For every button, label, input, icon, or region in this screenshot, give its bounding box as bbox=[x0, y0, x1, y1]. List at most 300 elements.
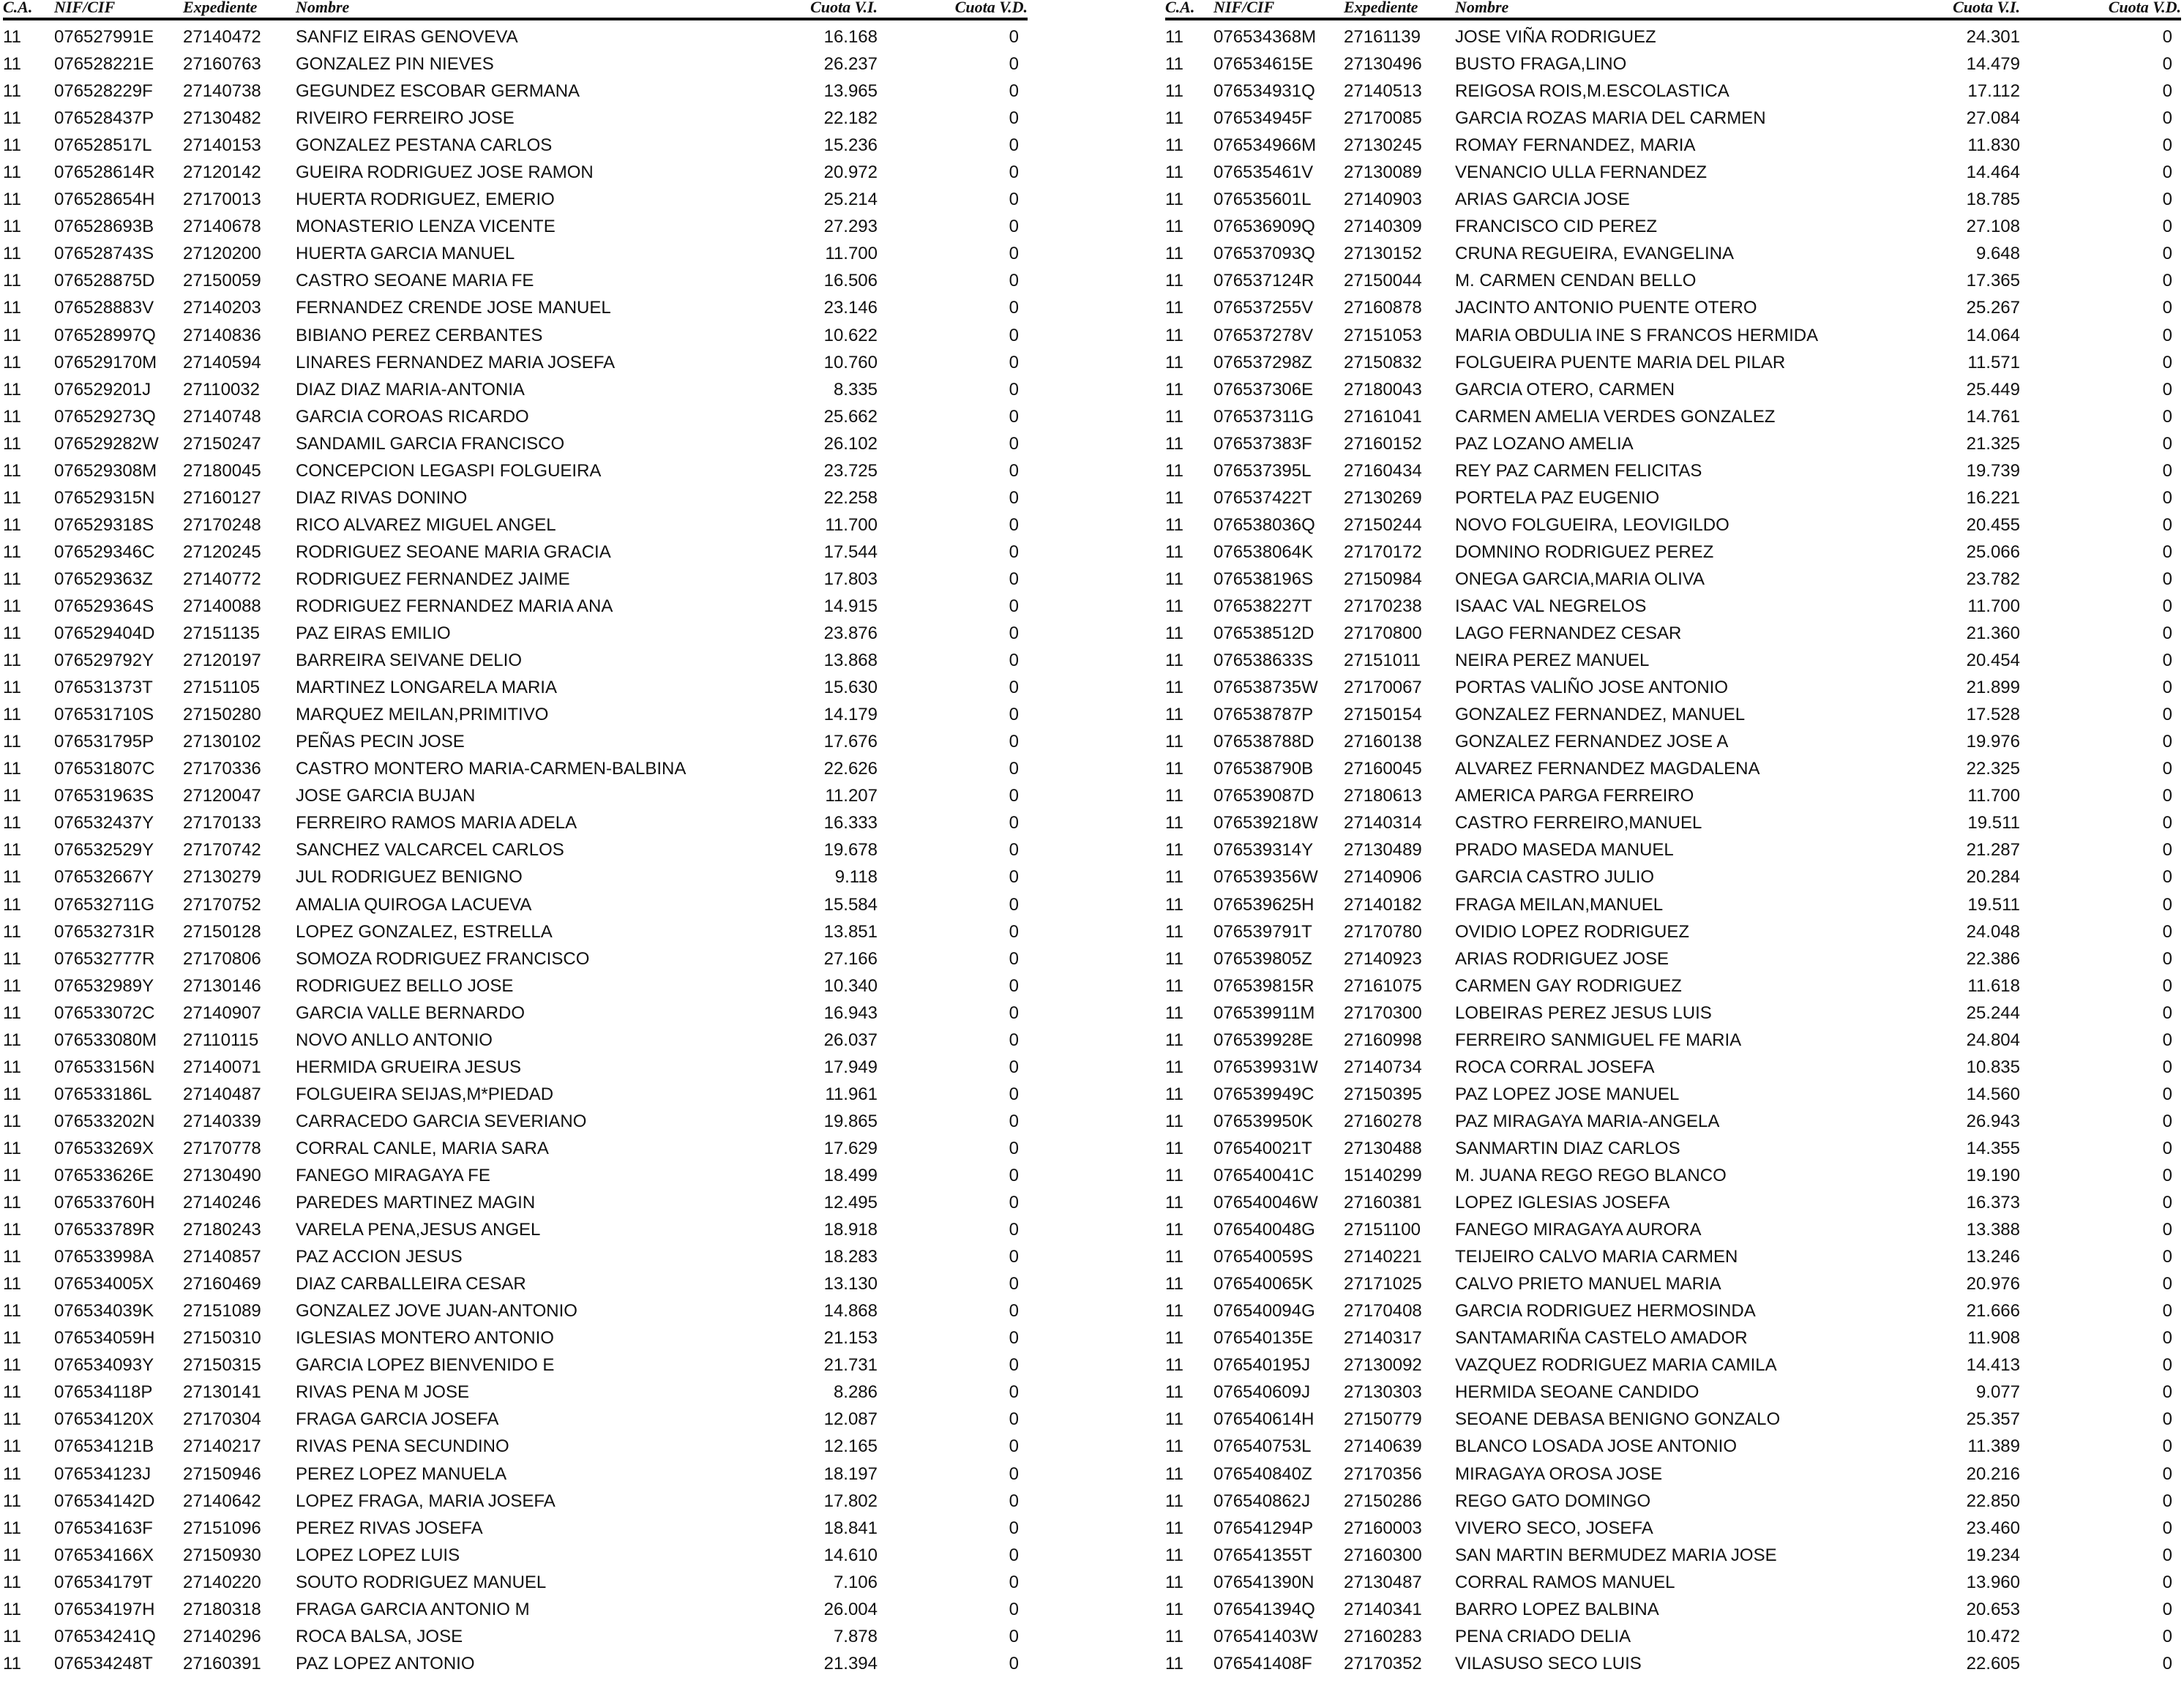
nif-cell: 076539087D bbox=[1213, 786, 1314, 806]
expediente-cell: 27140088 bbox=[183, 596, 261, 616]
cuota-vi-cell: 11.389 bbox=[1967, 1436, 2020, 1457]
expediente-cell: 15140299 bbox=[1344, 1165, 1422, 1185]
cuota-vi-cell: 11.618 bbox=[1967, 975, 2020, 996]
expediente-cell: 27151135 bbox=[183, 623, 260, 644]
nombre-cell: RIVAS PENA SECUNDINO bbox=[296, 1436, 509, 1457]
expediente-cell: 27140738 bbox=[183, 81, 261, 102]
nombre-cell: LINARES FERNANDEZ MARIA JOSEFA bbox=[296, 352, 616, 372]
ca-cell: 11 bbox=[1165, 1193, 1183, 1213]
ca-cell: 11 bbox=[1165, 678, 1183, 698]
expediente-cell: 27140772 bbox=[183, 569, 261, 589]
expediente-cell: 27180045 bbox=[183, 460, 261, 481]
cuota-vd-cell: 0 bbox=[2162, 678, 2172, 698]
cuota-vi-cell: 11.700 bbox=[1967, 596, 2020, 616]
cuota-vd-cell: 0 bbox=[1009, 1301, 1019, 1322]
expediente-cell: 27130490 bbox=[183, 1165, 261, 1185]
nombre-cell: SAN MARTIN BERMUDEZ MARIA JOSE bbox=[1455, 1545, 1777, 1565]
nif-cell: 076529404D bbox=[54, 623, 155, 644]
cuota-vd-cell: 0 bbox=[2162, 1653, 2172, 1673]
cuota-vd-cell: 0 bbox=[1009, 759, 1019, 779]
cuota-vd-cell: 0 bbox=[2162, 1626, 2172, 1646]
ca-cell: 11 bbox=[3, 406, 21, 427]
cuota-vi-cell: 12.087 bbox=[823, 1409, 878, 1430]
table-row bbox=[1165, 132, 2181, 159]
cuota-vd-cell: 0 bbox=[1009, 1057, 1019, 1077]
nombre-cell: SANMARTIN DIAZ CARLOS bbox=[1455, 1138, 1680, 1158]
nif-cell: 076533080M bbox=[54, 1030, 157, 1050]
table-row bbox=[3, 1379, 1028, 1406]
cuota-vd-cell: 0 bbox=[1009, 298, 1019, 318]
cuota-vi-cell: 17.803 bbox=[823, 569, 878, 589]
nombre-cell: PAZ LOPEZ ANTONIO bbox=[296, 1653, 475, 1673]
nif-cell: 076539805Z bbox=[1213, 948, 1312, 969]
nombre-cell: PORTAS VALIÑO JOSE ANTONIO bbox=[1455, 678, 1728, 698]
expediente-cell: 27130482 bbox=[183, 108, 261, 129]
nombre-cell: LOPEZ IGLESIAS JOSEFA bbox=[1455, 1193, 1670, 1213]
expediente-cell: 27150315 bbox=[183, 1355, 261, 1376]
cuota-vi-cell: 11.700 bbox=[825, 514, 878, 535]
nombre-cell: HERMIDA SEOANE CANDIDO bbox=[1455, 1382, 1699, 1403]
nif-cell: 076538788D bbox=[1213, 732, 1314, 752]
table-row bbox=[1165, 1569, 2181, 1596]
expediente-cell: 27150059 bbox=[183, 271, 261, 291]
nombre-cell: GONZALEZ JOVE JUAN-ANTONIO bbox=[296, 1301, 577, 1322]
nif-cell: 076537278V bbox=[1213, 325, 1314, 345]
nif-cell: 076538633S bbox=[1213, 651, 1314, 671]
expediente-cell: 27180318 bbox=[183, 1599, 261, 1619]
nombre-cell: FRANCISCO CID PEREZ bbox=[1455, 217, 1658, 237]
table-row bbox=[3, 1406, 1028, 1433]
nif-cell: 076540065K bbox=[1213, 1274, 1314, 1294]
ca-cell: 11 bbox=[3, 1463, 21, 1484]
ca-cell: 11 bbox=[1165, 298, 1183, 318]
expediente-cell: 27151100 bbox=[1344, 1220, 1421, 1240]
expediente-cell: 27151105 bbox=[183, 678, 260, 698]
cuota-vi-cell: 17.629 bbox=[823, 1138, 878, 1158]
expediente-cell: 27160391 bbox=[183, 1653, 261, 1673]
nif-cell: 076531373T bbox=[54, 678, 153, 698]
table-row bbox=[3, 403, 1028, 430]
ca-cell: 11 bbox=[3, 948, 21, 969]
cuota-vi-cell: 19.190 bbox=[1966, 1165, 2020, 1185]
expediente-cell: 27150286 bbox=[1344, 1491, 1422, 1511]
cuota-vi-cell: 13.960 bbox=[1966, 1572, 2020, 1592]
ca-cell: 11 bbox=[3, 921, 21, 942]
nif-cell: 076535461V bbox=[1213, 162, 1314, 183]
cuota-vd-cell: 0 bbox=[2162, 1057, 2172, 1077]
ca-cell: 11 bbox=[1165, 1436, 1183, 1457]
table-row bbox=[3, 349, 1028, 376]
cuota-vd-cell: 0 bbox=[2162, 406, 2172, 427]
nombre-cell: CRUNA REGUEIRA, EVANGELINA bbox=[1455, 244, 1734, 264]
cuota-vi-cell: 25.662 bbox=[823, 406, 878, 427]
ca-cell: 11 bbox=[1165, 1572, 1183, 1592]
cuota-vd-cell: 0 bbox=[1009, 135, 1019, 156]
table-row bbox=[1165, 1352, 2181, 1379]
cuota-vi-cell: 21.394 bbox=[823, 1653, 878, 1673]
ca-cell: 11 bbox=[3, 975, 21, 996]
cuota-vi-cell: 16.373 bbox=[1966, 1193, 2020, 1213]
nombre-cell: SANCHEZ VALCARCEL CARLOS bbox=[296, 840, 564, 861]
nif-cell: 076538036Q bbox=[1213, 514, 1315, 535]
expediente-cell: 27160152 bbox=[1344, 433, 1422, 454]
table-row bbox=[1165, 566, 2181, 593]
nif-cell: 076539815R bbox=[1213, 975, 1314, 996]
cuota-vi-cell: 22.850 bbox=[1966, 1491, 2020, 1511]
ca-cell: 11 bbox=[3, 1057, 21, 1077]
cuota-vi-cell: 14.413 bbox=[1966, 1355, 2020, 1376]
ca-cell: 11 bbox=[1165, 1355, 1183, 1376]
table-row bbox=[1165, 1189, 2181, 1216]
table-row bbox=[1165, 50, 2181, 78]
cuota-vd-cell: 0 bbox=[2162, 1491, 2172, 1511]
ca-cell: 11 bbox=[1165, 1274, 1183, 1294]
nif-cell: 076540021T bbox=[1213, 1138, 1312, 1158]
nombre-cell: GARCIA LOPEZ BIENVENIDO E bbox=[296, 1355, 555, 1376]
table-row bbox=[3, 972, 1028, 1000]
col-cuota-vi-header: Cuota V.I. bbox=[1953, 0, 2020, 16]
expediente-cell: 27170172 bbox=[1344, 541, 1422, 562]
nif-cell: 076533186L bbox=[54, 1084, 152, 1104]
ca-cell: 11 bbox=[1165, 1599, 1183, 1619]
table-row bbox=[1165, 918, 2181, 945]
table-row bbox=[3, 1135, 1028, 1162]
ca-cell: 11 bbox=[1165, 840, 1183, 861]
nombre-cell: NEIRA PEREZ MANUEL bbox=[1455, 651, 1650, 671]
nif-cell: 076538512D bbox=[1213, 623, 1314, 644]
nombre-cell: PEÑAS PECIN JOSE bbox=[296, 732, 465, 752]
nif-cell: 076534059H bbox=[54, 1328, 155, 1349]
table-row bbox=[3, 1542, 1028, 1569]
ca-cell: 11 bbox=[1165, 705, 1183, 725]
expediente-cell: 27130092 bbox=[1344, 1355, 1422, 1376]
cuota-vi-cell: 25.357 bbox=[1966, 1409, 2020, 1430]
ca-cell: 11 bbox=[1165, 190, 1183, 210]
nif-cell: 076528743S bbox=[54, 244, 154, 264]
nombre-cell: ROCA CORRAL JOSEFA bbox=[1455, 1057, 1655, 1077]
cuota-vi-cell: 15.236 bbox=[823, 135, 878, 156]
table-row bbox=[3, 105, 1028, 132]
table-row bbox=[3, 755, 1028, 782]
nombre-cell: VILASUSO SECO LUIS bbox=[1455, 1653, 1642, 1673]
table-row bbox=[1165, 1054, 2181, 1081]
expediente-cell: 27120197 bbox=[183, 651, 261, 671]
nif-cell: 076533998A bbox=[54, 1247, 154, 1267]
nif-cell: 076531710S bbox=[54, 705, 154, 725]
nif-cell: 076529273Q bbox=[54, 406, 156, 427]
nombre-cell: FRAGA MEILAN,MANUEL bbox=[1455, 894, 1664, 915]
cuota-vi-cell: 25.214 bbox=[823, 190, 878, 210]
table-row bbox=[3, 78, 1028, 105]
cuota-vi-cell: 13.246 bbox=[1966, 1247, 2020, 1267]
cuota-vi-cell: 26.037 bbox=[823, 1030, 878, 1050]
expediente-cell: 27140317 bbox=[1344, 1328, 1422, 1349]
table-row bbox=[1165, 1596, 2181, 1623]
ca-cell: 11 bbox=[3, 1355, 21, 1376]
cuota-vi-cell: 10.760 bbox=[823, 352, 878, 372]
nif-cell: 076539950K bbox=[1213, 1111, 1314, 1131]
ca-cell: 11 bbox=[1165, 623, 1183, 644]
nombre-cell: VAZQUEZ RODRIGUEZ MARIA CAMILA bbox=[1455, 1355, 1777, 1376]
expediente-cell: 27180613 bbox=[1344, 786, 1422, 806]
nif-cell: 076541390N bbox=[1213, 1572, 1314, 1592]
cuota-vd-cell: 0 bbox=[2162, 325, 2172, 345]
expediente-cell: 27160469 bbox=[183, 1274, 261, 1294]
cuota-vi-cell: 22.325 bbox=[1966, 759, 2020, 779]
ca-cell: 11 bbox=[1165, 541, 1183, 562]
nombre-cell: CORRAL RAMOS MANUEL bbox=[1455, 1572, 1675, 1592]
nif-cell: 076540048G bbox=[1213, 1220, 1315, 1240]
ca-cell: 11 bbox=[3, 867, 21, 888]
cuota-vd-cell: 0 bbox=[2162, 1193, 2172, 1213]
nombre-cell: PAZ EIRAS EMILIO bbox=[296, 623, 451, 644]
cuota-vd-cell: 0 bbox=[1009, 379, 1019, 400]
cuota-vd-cell: 0 bbox=[2162, 1328, 2172, 1349]
ca-cell: 11 bbox=[3, 81, 21, 102]
cuota-vi-cell: 19.678 bbox=[823, 840, 878, 861]
nombre-cell: MARTINEZ LONGARELA MARIA bbox=[296, 678, 557, 698]
table-row bbox=[1165, 19, 2181, 50]
cuota-vd-cell: 0 bbox=[2162, 81, 2172, 102]
table-row bbox=[1165, 1162, 2181, 1189]
cuota-vi-cell: 11.908 bbox=[1967, 1328, 2020, 1349]
table-row bbox=[3, 539, 1028, 566]
cuota-vd-cell: 0 bbox=[1009, 190, 1019, 210]
cuota-vd-cell: 0 bbox=[1009, 1328, 1019, 1349]
table-row bbox=[1165, 620, 2181, 647]
ca-cell: 11 bbox=[1165, 406, 1183, 427]
nif-cell: 076532777R bbox=[54, 948, 155, 969]
nombre-cell: FRAGA GARCIA ANTONIO M bbox=[296, 1599, 530, 1619]
table-row bbox=[1165, 1542, 2181, 1569]
cuota-vi-cell: 19.976 bbox=[1966, 732, 2020, 752]
cuota-vd-cell: 0 bbox=[2162, 651, 2172, 671]
expediente-cell: 27150984 bbox=[1344, 569, 1422, 589]
expediente-cell: 27130146 bbox=[183, 975, 261, 996]
nif-cell: 076528693B bbox=[54, 217, 154, 237]
nif-cell: 076538735W bbox=[1213, 678, 1318, 698]
nombre-cell: PAZ ACCION JESUS bbox=[296, 1247, 463, 1267]
cuota-vd-cell: 0 bbox=[2162, 135, 2172, 156]
cuota-vi-cell: 17.544 bbox=[823, 541, 878, 562]
expediente-cell: 27150044 bbox=[1344, 271, 1422, 291]
expediente-cell: 27140836 bbox=[183, 325, 261, 345]
cuota-vd-cell: 0 bbox=[1009, 705, 1019, 725]
nif-cell: 076539931W bbox=[1213, 1057, 1318, 1077]
cuota-vi-cell: 18.499 bbox=[823, 1165, 878, 1185]
ca-cell: 11 bbox=[3, 190, 21, 210]
expediente-cell: 27170336 bbox=[183, 759, 261, 779]
expediente-cell: 27140203 bbox=[183, 298, 261, 318]
table-row bbox=[3, 918, 1028, 945]
nombre-cell: AMALIA QUIROGA LACUEVA bbox=[296, 894, 532, 915]
nif-cell: 076539625H bbox=[1213, 894, 1314, 915]
nombre-cell: M. CARMEN CENDAN BELLO bbox=[1455, 271, 1697, 291]
expediente-cell: 27140339 bbox=[183, 1111, 261, 1131]
cuota-vd-cell: 0 bbox=[1009, 1111, 1019, 1131]
ca-cell: 11 bbox=[1165, 786, 1183, 806]
table-row bbox=[1165, 294, 2181, 321]
nif-cell: 076533072C bbox=[54, 1002, 155, 1023]
table-row bbox=[1165, 1000, 2181, 1027]
expediente-cell: 27110032 bbox=[183, 379, 260, 400]
ca-cell: 11 bbox=[1165, 1111, 1183, 1131]
ca-cell: 11 bbox=[3, 1084, 21, 1104]
table-row bbox=[3, 1433, 1028, 1460]
cuota-vd-cell: 0 bbox=[2162, 623, 2172, 644]
expediente-cell: 27140217 bbox=[183, 1436, 261, 1457]
cuota-vd-cell: 0 bbox=[2162, 1002, 2172, 1023]
cuota-vd-cell: 0 bbox=[2162, 867, 2172, 888]
ca-cell: 11 bbox=[3, 732, 21, 752]
nif-cell: 076528997Q bbox=[54, 325, 156, 345]
cuota-vi-cell: 26.237 bbox=[823, 54, 878, 75]
expediente-cell: 27170304 bbox=[183, 1409, 261, 1430]
ca-cell: 11 bbox=[1165, 1463, 1183, 1484]
ca-cell: 11 bbox=[3, 1247, 21, 1267]
cuota-vi-cell: 26.102 bbox=[823, 433, 878, 454]
table-row bbox=[1165, 78, 2181, 105]
cuota-vd-cell: 0 bbox=[2162, 1274, 2172, 1294]
table-row bbox=[3, 1000, 1028, 1027]
cuota-vd-cell: 0 bbox=[2162, 460, 2172, 481]
table-row bbox=[1165, 267, 2181, 294]
expediente-cell: 27130496 bbox=[1344, 54, 1422, 75]
ca-cell: 11 bbox=[3, 1220, 21, 1240]
expediente-cell: 27150244 bbox=[1344, 514, 1422, 535]
cuota-vd-cell: 0 bbox=[2162, 1084, 2172, 1104]
ca-cell: 11 bbox=[1165, 1030, 1183, 1050]
nif-cell: 076534615E bbox=[1213, 54, 1314, 75]
cuota-vi-cell: 19.739 bbox=[1966, 460, 2020, 481]
nombre-cell: RODRIGUEZ FERNANDEZ MARIA ANA bbox=[296, 596, 613, 616]
cuota-vd-cell: 0 bbox=[1009, 569, 1019, 589]
nif-cell: 076532667Y bbox=[54, 867, 154, 888]
table-row bbox=[3, 1488, 1028, 1515]
cuota-vd-cell: 0 bbox=[1009, 1084, 1019, 1104]
expediente-cell: 27160045 bbox=[1344, 759, 1422, 779]
col-nif-header: NIF/CIF bbox=[1213, 0, 1275, 16]
nombre-cell: GONZALEZ PIN NIEVES bbox=[296, 54, 494, 75]
nif-cell: 076533626E bbox=[54, 1165, 154, 1185]
table-row bbox=[3, 1596, 1028, 1623]
nombre-cell: MONASTERIO LENZA VICENTE bbox=[296, 217, 556, 237]
nif-cell: 076534120X bbox=[54, 1409, 154, 1430]
nif-cell: 076540094G bbox=[1213, 1301, 1315, 1322]
ca-cell: 11 bbox=[1165, 162, 1183, 183]
table-row bbox=[1165, 430, 2181, 457]
cuota-vi-cell: 11.961 bbox=[825, 1084, 878, 1104]
nombre-cell: GUEIRA RODRIGUEZ JOSE RAMON bbox=[296, 162, 594, 183]
nombre-cell: FERNANDEZ CRENDE JOSE MANUEL bbox=[296, 298, 611, 318]
cuota-vd-cell: 0 bbox=[2162, 541, 2172, 562]
nombre-cell: ARIAS GARCIA JOSE bbox=[1455, 190, 1630, 210]
table-row bbox=[1165, 1460, 2181, 1487]
nombre-cell: LOBEIRAS PEREZ JESUS LUIS bbox=[1455, 1002, 1712, 1023]
expediente-cell: 27170408 bbox=[1344, 1301, 1422, 1322]
table-row bbox=[1165, 647, 2181, 674]
expediente-cell: 27150930 bbox=[183, 1545, 261, 1565]
ca-cell: 11 bbox=[3, 271, 21, 291]
ca-cell: 11 bbox=[3, 541, 21, 562]
table-row bbox=[3, 809, 1028, 836]
nombre-cell: CASTRO FERREIRO,MANUEL bbox=[1455, 813, 1702, 833]
cuota-vd-cell: 0 bbox=[1009, 1626, 1019, 1646]
col-ca-header: C.A. bbox=[1165, 0, 1195, 16]
nombre-cell: SOMOZA RODRIGUEZ FRANCISCO bbox=[296, 948, 590, 969]
table-row bbox=[3, 484, 1028, 511]
nombre-cell: JACINTO ANTONIO PUENTE OTERO bbox=[1455, 298, 1757, 318]
nombre-cell: GEGUNDEZ ESCOBAR GERMANA bbox=[296, 81, 580, 102]
cuota-vd-cell: 0 bbox=[1009, 1572, 1019, 1592]
nif-cell: 076539791T bbox=[1213, 921, 1312, 942]
nombre-cell: PORTELA PAZ EUGENIO bbox=[1455, 487, 1660, 508]
nif-cell: 076540059S bbox=[1213, 1247, 1314, 1267]
nif-cell: 076529170M bbox=[54, 352, 157, 372]
table-row bbox=[3, 186, 1028, 213]
expediente-cell: 27171025 bbox=[1344, 1274, 1422, 1294]
nif-cell: 076534197H bbox=[54, 1599, 155, 1619]
nif-cell: 076534118P bbox=[54, 1382, 153, 1403]
cuota-vd-cell: 0 bbox=[1009, 623, 1019, 644]
table-row bbox=[1165, 213, 2181, 240]
cuota-vi-cell: 19.234 bbox=[1966, 1545, 2020, 1565]
nif-cell: 076541294P bbox=[1213, 1518, 1314, 1538]
expediente-cell: 27160127 bbox=[183, 487, 261, 508]
cuota-vd-cell: 0 bbox=[1009, 460, 1019, 481]
nif-cell: 076540614H bbox=[1213, 1409, 1314, 1430]
expediente-cell: 27170085 bbox=[1344, 108, 1422, 129]
col-nif-header: NIF/CIF bbox=[54, 0, 116, 16]
expediente-cell: 27180243 bbox=[183, 1220, 261, 1240]
nombre-cell: HUERTA RODRIGUEZ, EMERIO bbox=[296, 190, 555, 210]
table-row bbox=[1165, 1379, 2181, 1406]
cuota-vi-cell: 14.761 bbox=[1966, 406, 2020, 427]
cuota-vd-cell: 0 bbox=[1009, 217, 1019, 237]
ca-cell: 11 bbox=[1165, 1491, 1183, 1511]
nif-cell: 076540041C bbox=[1213, 1165, 1314, 1185]
ca-cell: 11 bbox=[1165, 1409, 1183, 1430]
ca-cell: 11 bbox=[1165, 732, 1183, 752]
nif-cell: 076532529Y bbox=[54, 840, 154, 861]
right-table-panel bbox=[1165, 0, 2181, 1677]
table-row bbox=[3, 891, 1028, 918]
expediente-cell: 27160300 bbox=[1344, 1545, 1422, 1565]
ca-cell: 11 bbox=[3, 813, 21, 833]
ca-cell: 11 bbox=[3, 623, 21, 644]
col-nombre-header: Nombre bbox=[296, 0, 350, 16]
cuota-vd-cell: 0 bbox=[2162, 352, 2172, 372]
nombre-cell: CARMEN AMELIA VERDES GONZALEZ bbox=[1455, 406, 1776, 427]
nif-cell: 076528654H bbox=[54, 190, 155, 210]
expediente-cell: 27170238 bbox=[1344, 596, 1422, 616]
expediente-cell: 27160003 bbox=[1344, 1518, 1422, 1538]
nombre-cell: TEIJEIRO CALVO MARIA CARMEN bbox=[1455, 1247, 1738, 1267]
expediente-cell: 27151053 bbox=[1344, 325, 1422, 345]
ca-cell: 11 bbox=[3, 1382, 21, 1403]
nombre-cell: BARREIRA SEIVANE DELIO bbox=[296, 651, 522, 671]
nombre-cell: MIRAGAYA OROSA JOSE bbox=[1455, 1463, 1663, 1484]
cuota-vd-cell: 0 bbox=[1009, 406, 1019, 427]
right-header-row bbox=[1165, 0, 2181, 19]
expediente-cell: 27130152 bbox=[1344, 244, 1422, 264]
cuota-vi-cell: 16.221 bbox=[1966, 487, 2020, 508]
nif-cell: 076529282W bbox=[54, 433, 159, 454]
table-row bbox=[1165, 349, 2181, 376]
table-row bbox=[1165, 1515, 2181, 1542]
ca-cell: 11 bbox=[1165, 651, 1183, 671]
cuota-vi-cell: 25.449 bbox=[1966, 379, 2020, 400]
